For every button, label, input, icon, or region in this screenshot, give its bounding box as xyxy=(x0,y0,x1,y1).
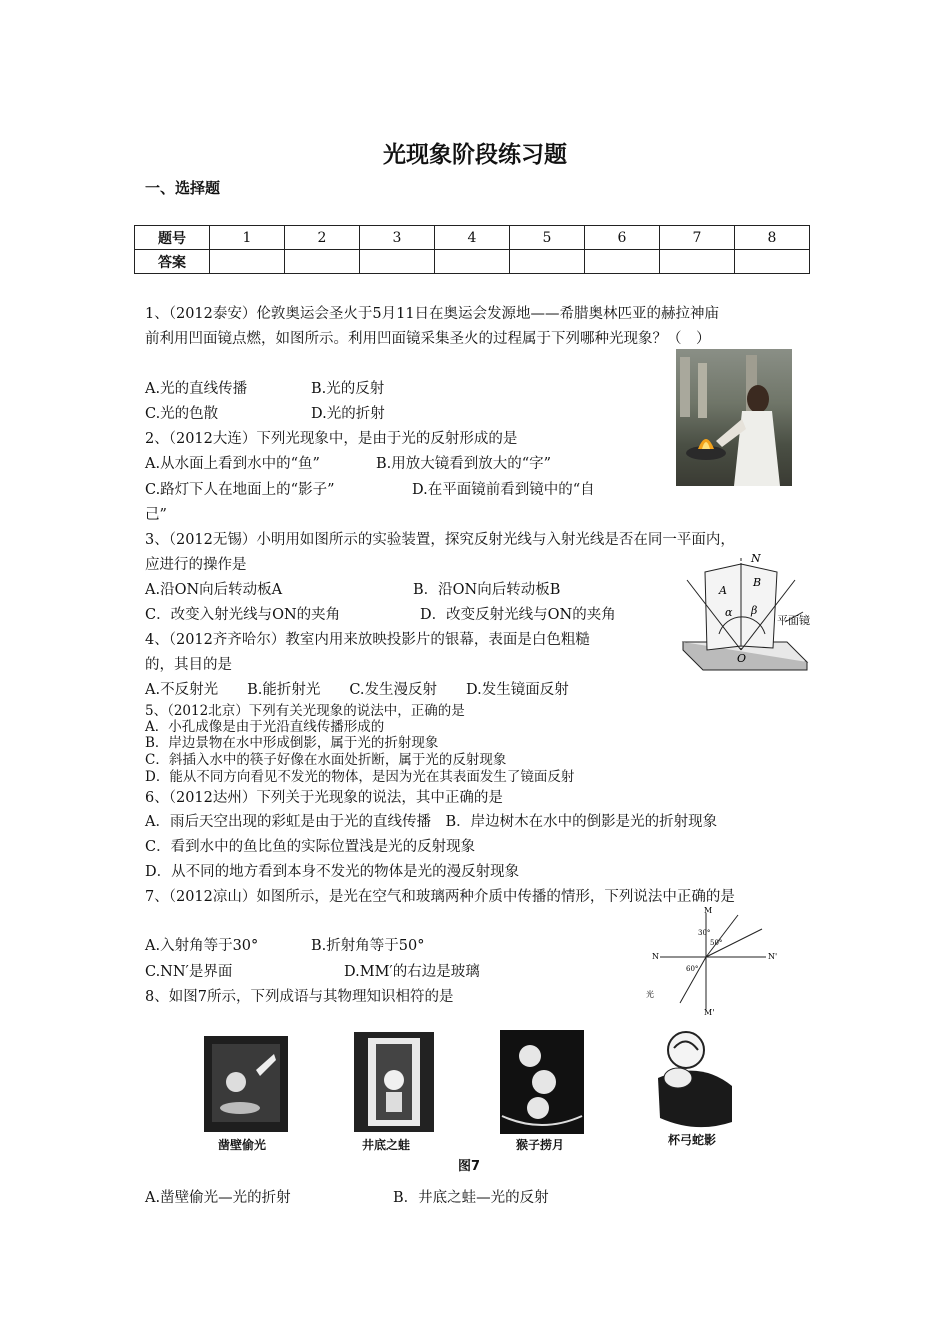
answer-cell[interactable] xyxy=(660,250,735,274)
page-title: 光现象阶段练习题 xyxy=(383,142,567,168)
table-cell: 7 xyxy=(660,226,735,250)
label-alpha: α xyxy=(725,606,733,619)
q8-option-b: B．井底之蛙—光的反射 xyxy=(393,1190,549,1206)
q3-stem-line1: 3、（2012无锡）小明用如图所示的实验装置，探究反射光线与入射光线是否在同一平面内， xyxy=(145,532,735,548)
reflection-apparatus-diagram xyxy=(675,550,820,685)
answer-table xyxy=(134,225,810,274)
label-60: 60° xyxy=(686,965,699,973)
q8-stem: 8、如图7所示，下列成语与其物理知识相符的是 xyxy=(145,989,454,1005)
table-row xyxy=(135,226,810,250)
q3-option-b: B．沿ON向后转动板B xyxy=(413,582,561,598)
q5-option-d: D．能从不同方向看见不发光的物体，是因为光在其表面发生了镜面反射 xyxy=(145,769,575,785)
table-cell: 4 xyxy=(435,226,510,250)
table-cell: 1 xyxy=(210,226,285,250)
label-mirror: 平面镜 xyxy=(777,614,810,627)
label-a: A xyxy=(719,584,727,597)
q1-option-a: A.光的直线传播 xyxy=(145,381,248,397)
q1-stem-line2: 前利用凹面镜点燃，如图所示。利用凹面镜采集圣火的过程属于下列哪种光现象？（ ） xyxy=(145,331,711,347)
q4-stem-line1: 4、（2012齐齐哈尔）教室内用来放映投影片的银幕，表面是白色粗糙 xyxy=(145,632,590,648)
q1-stem-line1: 1、（2012泰安）伦敦奥运会圣火于5月11日在奥运会发源地——希腊奥林匹亚的赫拉神庙 xyxy=(145,306,720,322)
q5-option-a: A．小孔成像是由于光沿直线传播形成的 xyxy=(145,719,385,735)
caption-1: 凿壁偷光 xyxy=(218,1138,267,1152)
q4-options: A.不反射光 B.能折射光 C.发生漫反射 D.发生镜面反射 xyxy=(145,682,569,698)
answer-cell[interactable] xyxy=(735,250,810,274)
label-o: O xyxy=(737,652,747,665)
q4-stem-line2: 的，其目的是 xyxy=(145,657,232,673)
answer-cell[interactable] xyxy=(585,250,660,274)
idiom-pictures xyxy=(200,1030,760,1170)
q7-option-c: C.NN′是界面 xyxy=(145,964,233,980)
table-cell: 8 xyxy=(735,226,810,250)
table-cell: 6 xyxy=(585,226,660,250)
caption-3: 猴子捞月 xyxy=(516,1138,565,1152)
label-n: N xyxy=(652,952,659,961)
torch-lighting-photo xyxy=(676,349,792,486)
q6-stem: 6、（2012达州）下列关于光现象的说法，其中正确的是 xyxy=(145,790,503,806)
table-row xyxy=(135,250,810,274)
q7-stem: 7、（2012凉山）如图所示，是光在空气和玻璃两种介质中传播的情形，下列说法中正确的是 xyxy=(145,889,735,905)
q7-option-a: A.入射角等于30° xyxy=(145,938,259,954)
table-cell: 3 xyxy=(360,226,435,250)
q5-option-c: C．斜插入水中的筷子好像在水面处折断，属于光的反射现象 xyxy=(145,752,507,768)
answer-cell[interactable] xyxy=(210,250,285,274)
q3-option-c: C．改变入射光线与ON的夹角 xyxy=(145,607,341,623)
q3-option-a: A.沿ON向后转动板A xyxy=(145,582,283,598)
q2-option-a: A.从水面上看到水中的“鱼” xyxy=(145,456,320,472)
label-beta: β xyxy=(751,604,758,617)
label-m: M xyxy=(704,906,713,915)
q7-option-b: B.折射角等于50° xyxy=(311,938,425,954)
q3-option-d: D．改变反射光线与ON的夹角 xyxy=(420,607,616,623)
caption-4: 杯弓蛇影 xyxy=(668,1133,717,1147)
answer-cell[interactable] xyxy=(510,250,585,274)
answer-cell[interactable] xyxy=(360,250,435,274)
priestess-figure xyxy=(676,349,792,486)
refraction-diagram xyxy=(640,905,780,1017)
q2-option-b: B.用放大镜看到放大的“字” xyxy=(376,456,552,472)
q1-option-c: C.光的色散 xyxy=(145,406,219,422)
q5-option-b: B．岸边景物在水中形成倒影，属于光的折射现象 xyxy=(145,735,439,751)
figure-label: 图7 xyxy=(458,1159,481,1174)
label-50: 50° xyxy=(710,939,723,947)
caption-2: 井底之蛙 xyxy=(362,1138,411,1152)
label-30: 30° xyxy=(698,929,711,937)
table-cell: 2 xyxy=(285,226,360,250)
label-m-prime: M' xyxy=(704,1008,715,1017)
q3-stem-line2: 应进行的操作是 xyxy=(145,557,247,573)
label-b: B xyxy=(753,576,762,589)
q2-stem: 2、（2012大连）下列光现象中，是由于光的反射形成的是 xyxy=(145,431,518,447)
row-label-number: 题号 xyxy=(135,226,210,250)
q6-option-c: C．看到水中的鱼比鱼的实际位置浅是光的反射现象 xyxy=(145,839,476,855)
label-light: 光 xyxy=(646,990,654,999)
answer-cell[interactable] xyxy=(285,250,360,274)
q2-option-d: D.在平面镜前看到镜中的“自 xyxy=(412,482,595,498)
q6-option-d: D．从不同的地方看到本身不发光的物体是光的漫反射现象 xyxy=(145,864,520,880)
q5-stem: 5、（2012北京）下列有关光现象的说法中，正确的是 xyxy=(145,703,465,719)
q2-option-d-cont: 己” xyxy=(145,507,167,523)
label-n: N xyxy=(751,552,761,565)
row-label-answer: 答案 xyxy=(135,250,210,274)
q1-option-d: D.光的折射 xyxy=(311,406,385,422)
q1-option-b: B.光的反射 xyxy=(311,381,385,397)
q6-option-ab: A．雨后天空出现的彩虹是由于光的直线传播 B．岸边树木在水中的倒影是光的折射现象 xyxy=(145,814,718,830)
q8-option-a: A.凿壁偷光—光的折射 xyxy=(145,1190,291,1206)
table-cell: 5 xyxy=(510,226,585,250)
section-heading: 一、选择题 xyxy=(145,179,221,197)
answer-cell[interactable] xyxy=(435,250,510,274)
q7-option-d: D.MM′的右边是玻璃 xyxy=(344,964,480,980)
label-n-prime: N' xyxy=(768,952,778,961)
q2-option-c: C.路灯下人在地面上的“影子” xyxy=(145,482,335,498)
